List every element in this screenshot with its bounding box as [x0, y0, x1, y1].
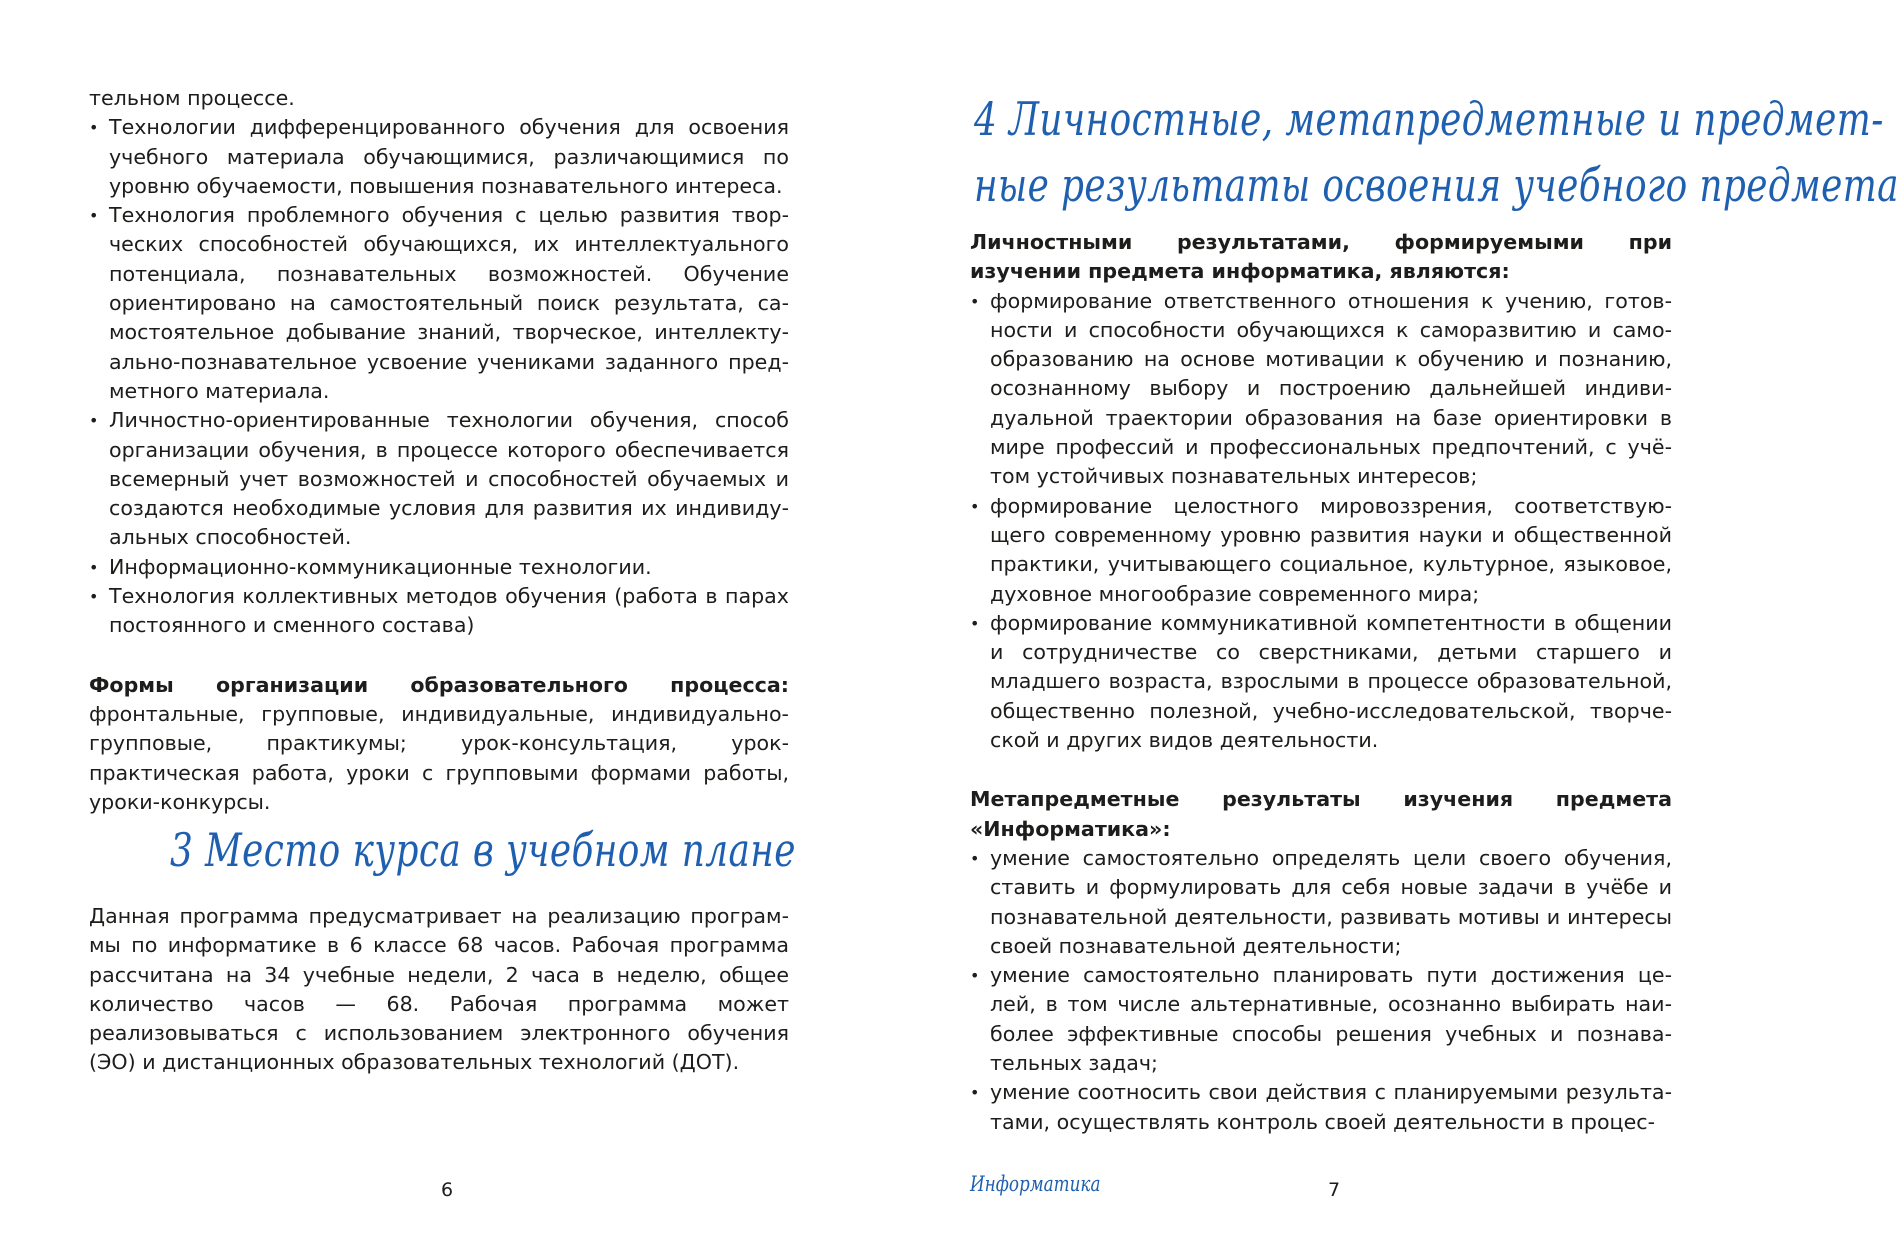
- forms-label: Формы организации образовательного процесса:: [89, 672, 789, 697]
- section-4-heading: [974, 86, 1899, 218]
- right-column: [970, 228, 1672, 1137]
- page-number-left: 6: [441, 1179, 454, 1201]
- section-4-heading-line-1: 4 Личностные, метапредметные и предмет-: [974, 92, 1884, 146]
- list-item: • умение самостоятельно определять цели своего обучения, ставить и формулировать для себя новые задачи в учёбе и познавательной деятельности, развивать мотивы и интересы своей познавательной деятельности;: [970, 844, 1672, 961]
- meta-results-list: [970, 844, 1672, 1137]
- personal-results-label-text: Личностными результатами, формируемыми при изучении предмета информатика, являются:: [970, 230, 1672, 284]
- section-3-text: Данная программа предусматривает на реализацию программы по информатике в 6 классе 68 часов. Рабочая программа рассчитана на 34 учебные недели, 2 часа в неделю, общее количество часов — 68. Рабочая программа может реализовываться с использованием электронного обучения (ЭО) и дистанционных образовательных технологий (ДОТ).: [89, 904, 789, 1075]
- section-4-heading-line-2: ные результаты освоения учебного предмета: [974, 158, 1899, 212]
- list-item: • Личностно-ориентированные технологии обучения, способ организации обучения, в процессе которого обеспечивается всемерный учет возможностей и способностей обучаемых и создаются необходимые условия для развития их индивидуальных способностей.: [89, 406, 789, 552]
- list-item: • умение самостоятельно планировать пути достижения целей, в том числе альтернативные, осознанно выбирать наиболее эффективные способы решения учебных и познавательных задач;: [970, 961, 1672, 1078]
- list-item: • Технология коллективных методов обучения (работа в парах постоянного и сменного состава): [89, 582, 789, 641]
- right-page: [874, 0, 1899, 1240]
- list-item: • формирование целостного мировоззрения, соответствующего современному уровню развития науки и общественной практики, учитывающего социальное, культурное, языковое, духовное многообразие современного мира;: [970, 492, 1672, 609]
- personal-results-list: [970, 287, 1672, 756]
- list-item: • Информационно-коммуникационные технологии.: [89, 553, 789, 582]
- list-item: • умение соотносить свои действия с планируемыми результатами, осуществлять контроль своей деятельности в процес-: [970, 1078, 1672, 1137]
- list-item: • Технологии дифференцированного обучения для освоения учебного материала обучающимися, различающимися по уровню обучаемости, повышения познавательного интереса.: [89, 113, 789, 201]
- meta-results-label: [970, 785, 1672, 844]
- forms-paragraph: [89, 671, 789, 817]
- list-item: • формирование ответственного отношения к учению, готовности и способности обучающихся к саморазвитию и самообразованию на основе мотивации к обучению и познанию, осознанному выбору и построению дальнейшей индивидуальной траектории образования на базе ориентировки в мире профессий и профессиональных предпочтений, с учётом устойчивых познавательных интересов;: [970, 287, 1672, 492]
- section-3-column: [89, 902, 789, 1078]
- meta-results-label-text: Метапредметные результаты изучения предмета «Информатика»:: [970, 787, 1672, 841]
- list-item: • Технология проблемного обучения с целью развития творческих способностей обучающихся, их интеллектуального потенциала, познавательных возможностей. Обучение ориентировано на самостоятельный поиск результата, самостоятельное добывание знаний, творческое, интеллектуально-познавательное усвоение учениками заданного предметного материала.: [89, 201, 789, 406]
- running-title: Информатика: [970, 1172, 1101, 1196]
- left-page: [0, 0, 874, 1240]
- list-item: • формирование коммуникативной компетентности в общении и сотрудничестве со сверстниками, детьми старшего и младшего возраста, взрослыми в процессе образовательной, общественно полезной, учебно-исследовательской, творческой и других видов деятельности.: [970, 609, 1672, 755]
- left-column: [89, 84, 789, 817]
- personal-results-label: [970, 228, 1672, 287]
- forms-text: фронтальные, групповые, индивидуальные, индивидуально-групповые, практикумы; урок-консультация, урок-практическая работа, уроки с групповыми формами работы, уроки-конкурсы.: [89, 701, 789, 814]
- continuation-text: тельном процессе.: [89, 86, 295, 110]
- technologies-list: [89, 113, 789, 640]
- page-number-right: 7: [1328, 1179, 1341, 1201]
- section-3-heading: 3 Место курса в учебном плане: [170, 823, 796, 877]
